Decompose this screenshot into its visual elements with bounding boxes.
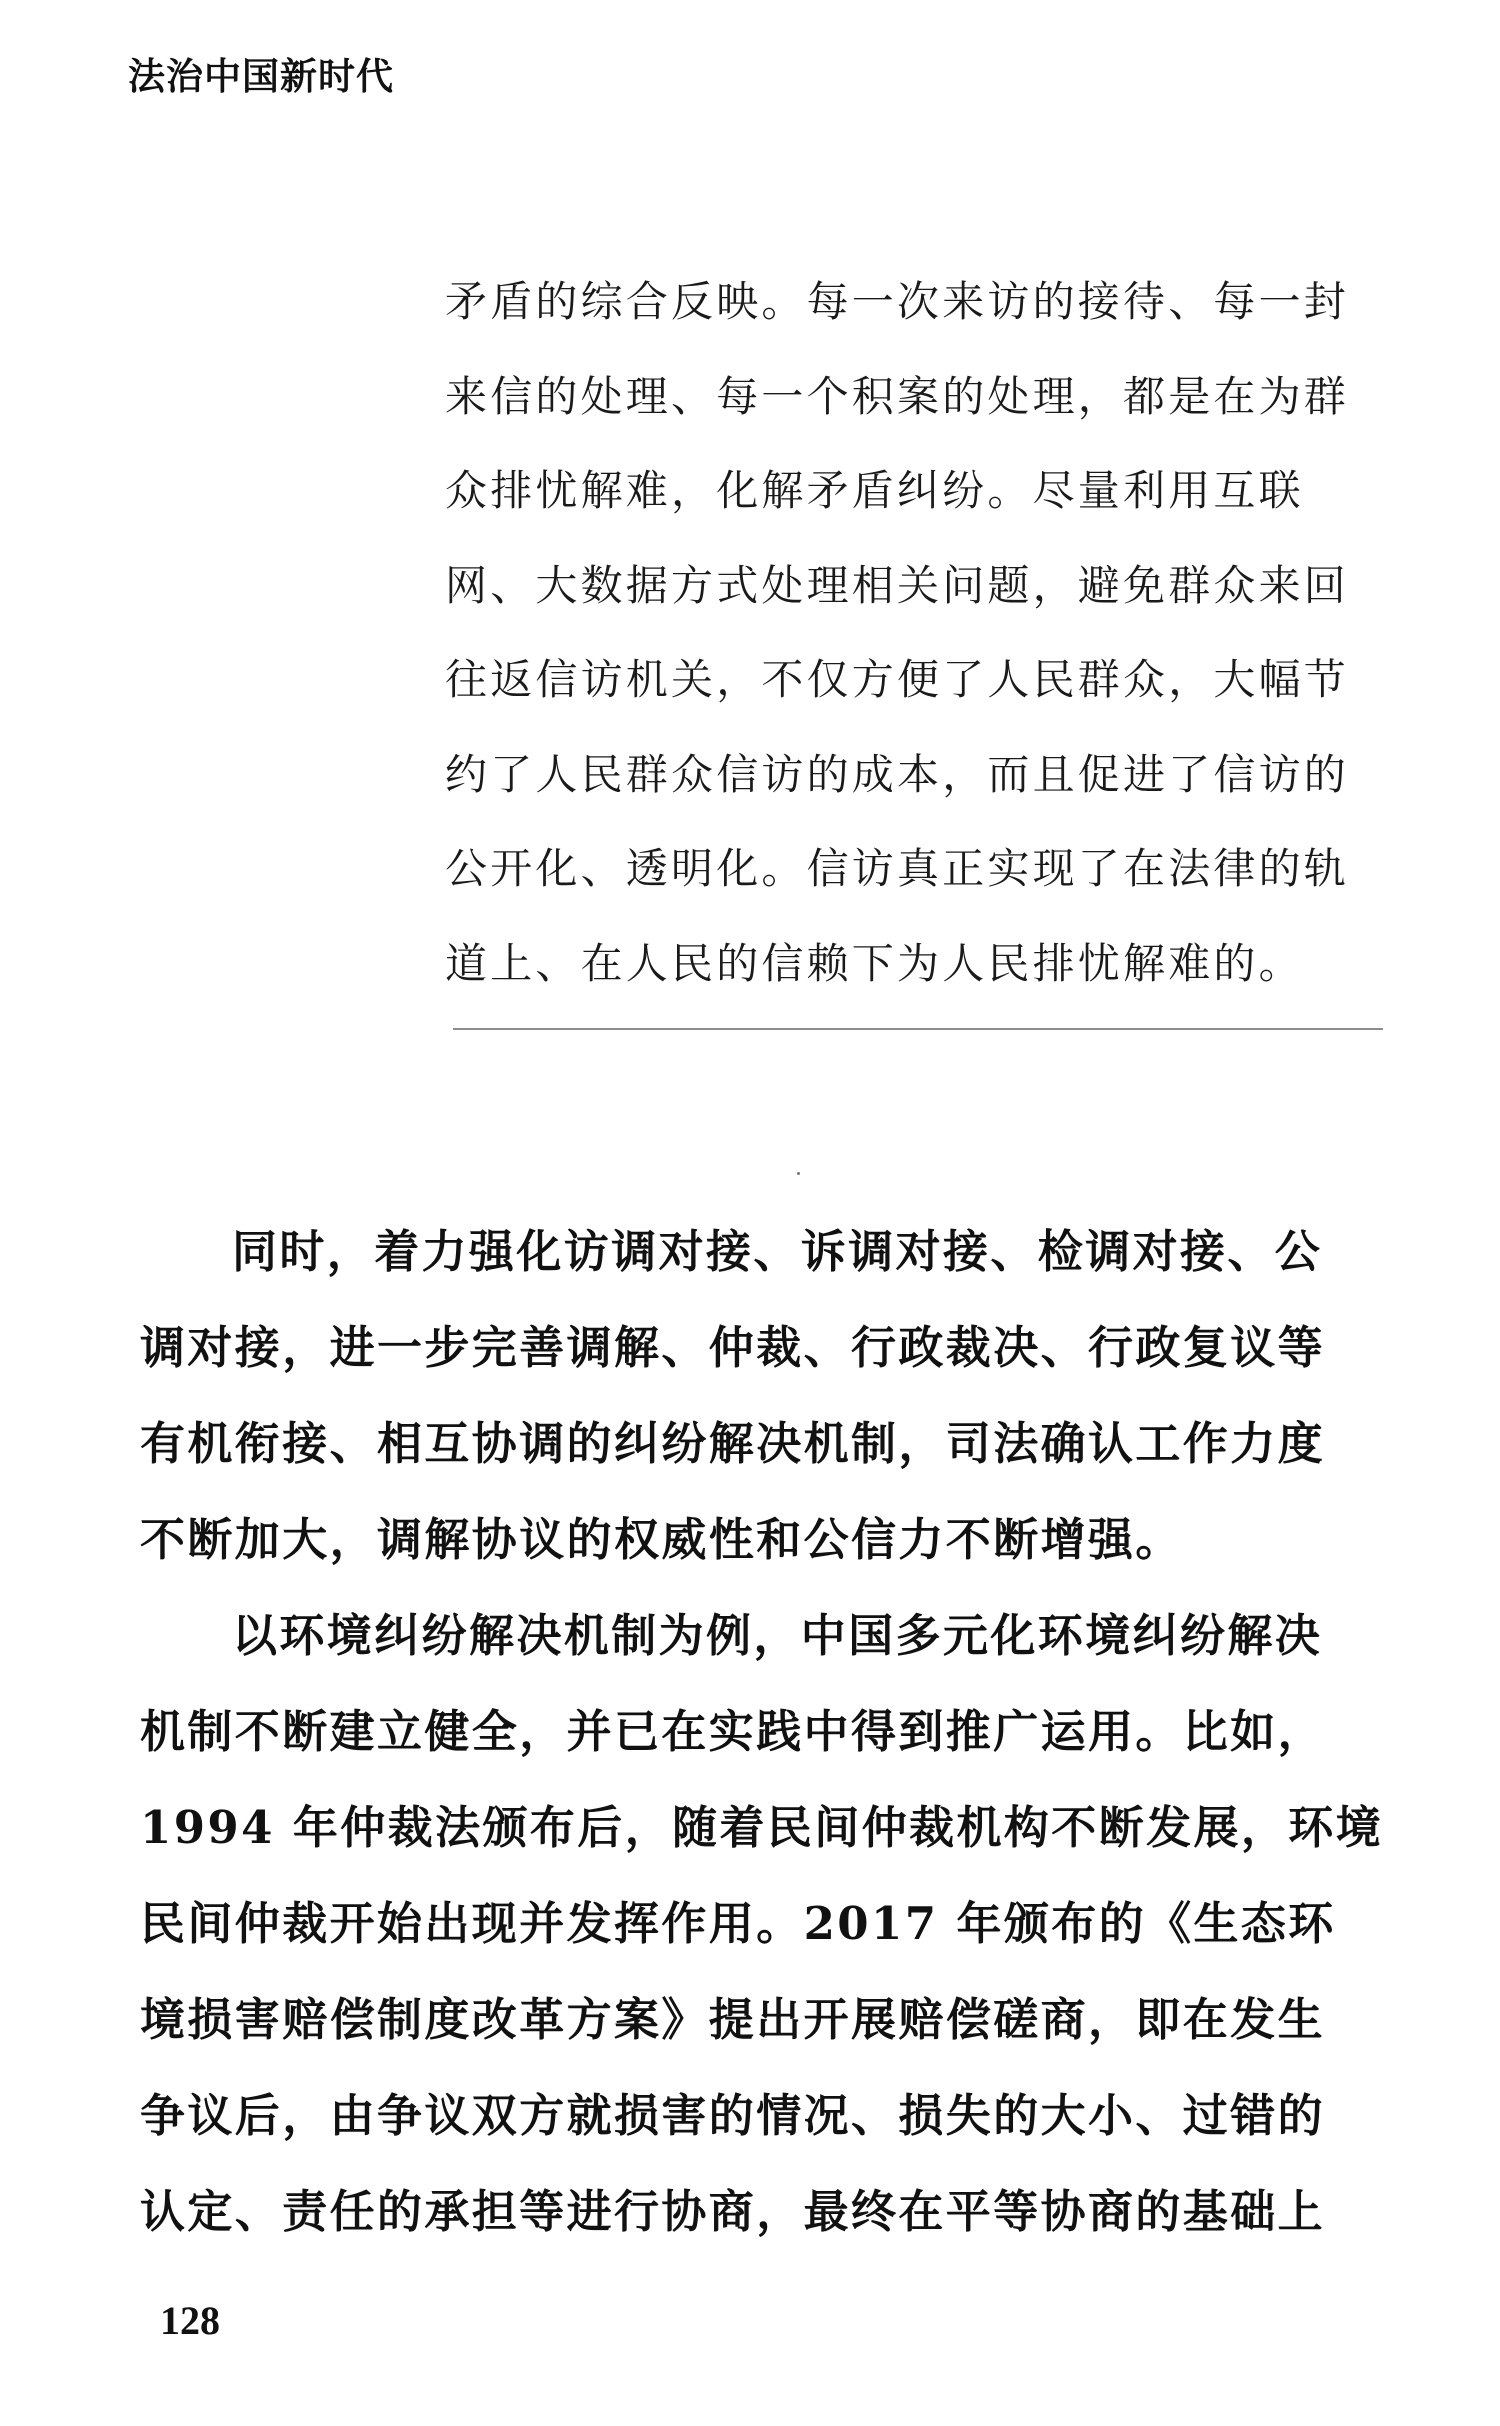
body-line: 民间仲裁开始出现并发挥作用。2017 年颁布的《生态环	[140, 1897, 1336, 1950]
body-line: 机制不断建立健全，并已在实践中得到推广运用。比如，	[140, 1705, 1326, 1758]
page-number: 128	[160, 2298, 220, 2343]
sidebar-line: 约了人民群众信访的成本，而且促进了信访的	[445, 749, 1350, 799]
running-header-title: 法治中国新时代	[128, 55, 394, 98]
paragraph-1	[140, 1204, 1420, 1588]
body-line: 争议后，由争议双方就损害的情况、损失的大小、过错的	[140, 2089, 1326, 2142]
scan-speck	[797, 1172, 800, 1175]
body-line: 认定、责任的承担等进行协商，最终在平等协商的基础上	[140, 2185, 1326, 2238]
sidebar-line: 众排忧解难，化解矛盾纠纷。尽量利用互联	[445, 466, 1304, 515]
body-line: 以环境纠纷解决机制为例，中国多元化环境纠纷解决	[232, 1609, 1323, 1662]
sidebar-line: 来信的处理、每一个积案的处理，都是在为群	[445, 371, 1350, 421]
sidebar-line: 矛盾的综合反映。每一次来访的接待、每一封	[445, 277, 1350, 326]
sidebar-divider	[453, 1028, 1383, 1030]
body-line: 不断加大，调解协议的权威性和公信力不断增强。	[140, 1513, 1183, 1566]
main-body-text	[140, 1204, 1420, 2260]
sidebar-line: 公开化、透明化。信访真正实现了在法律的轨	[445, 844, 1350, 893]
body-line: 调对接，进一步完善调解、仲裁、行政裁决、行政复议等	[140, 1321, 1326, 1374]
paragraph-2	[140, 1588, 1420, 2260]
body-line: 1994 年仲裁法颁布后，随着民间仲裁机构不断发展，环境	[140, 1801, 1384, 1854]
sidebar-line: 道上、在人民的信赖下为人民排忧解难的。	[445, 938, 1304, 988]
sidebar-line: 网、大数据方式处理相关问题，避免群众来回	[445, 560, 1350, 610]
body-line: 有机衔接、相互协调的纠纷解决机制，司法确认工作力度	[140, 1417, 1326, 1470]
body-line: 同时，着力强化访调对接、诉调对接、检调对接、公	[232, 1225, 1323, 1278]
sidebar-excerpt	[445, 255, 1400, 1011]
body-line: 境损害赔偿制度改革方案》提出开展赔偿磋商，即在发生	[140, 1993, 1326, 2046]
sidebar-line: 往返信访机关，不仅方便了人民群众，大幅节	[445, 655, 1350, 704]
